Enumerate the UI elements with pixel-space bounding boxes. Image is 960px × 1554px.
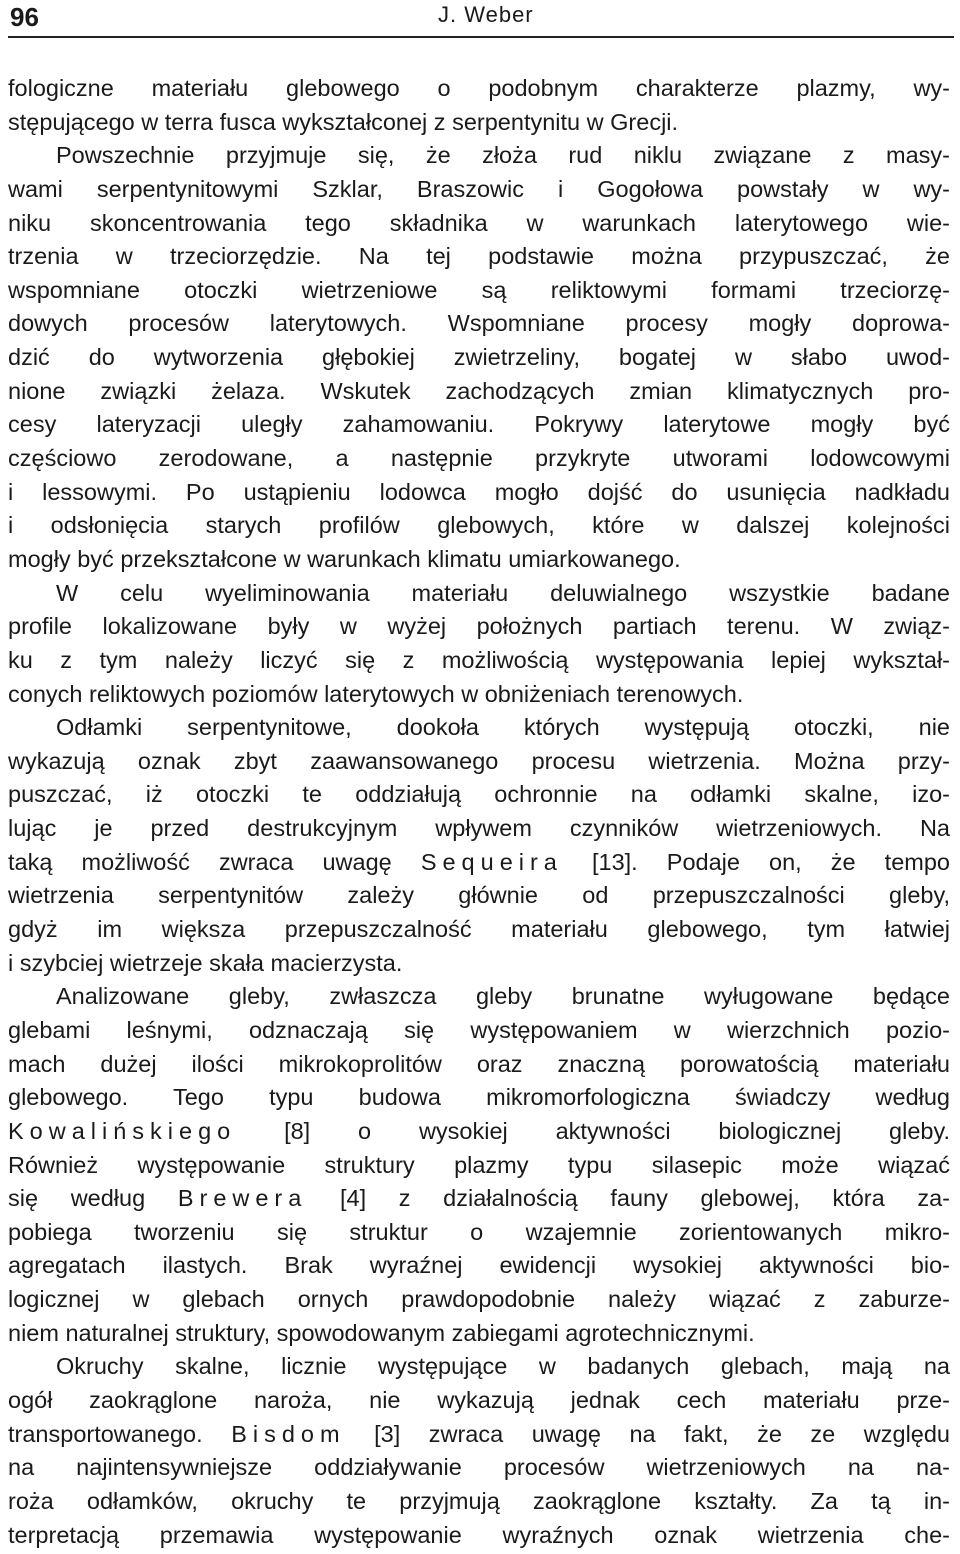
text-line: Okruchy skalne, licznie występujące w badanych glebach, mają na [56,1353,950,1380]
text-line: nione związki żelaza. Wskutek zachodzących zmian klimatycznych pro- [8,377,950,404]
text-line: Powszechnie przyjmuje się, że złoża rud niklu związane z masy- [56,142,950,169]
page-number: 96 [10,2,39,32]
text-line: wykazują oznak zbyt zaawansowanego procesu wietrzenia. Można przy- [8,747,950,774]
text-line: terpretacją przemawia występowanie wyraźnych oznak wietrzenia che- [8,1521,950,1548]
text-line: agregatach ilastych. Brak wyraźnej ewidencji wysokiej aktywności bio- [8,1252,950,1279]
text-line: W celu wyeliminowania materiału deluwialnego wszystkie badane [56,579,950,606]
text-line: niem naturalnej struktury, spowodowanym zabiegami agrotechnicznymi. [8,1319,755,1346]
text-line [8,1115,950,1149]
text-line: wspomniane otoczki wietrzeniowe są reliktowymi formami trzeciorzę- [8,276,950,303]
text-line: puszczać, iż otoczki te oddziałują ochronnie na odłamki skalne, izo- [8,781,950,808]
text-line: glebowego. Tego typu budowa mikromorfologiczna świadczy według [8,1084,950,1111]
text-fragment: [13]. Podaje on, że tempo [562,848,950,875]
text-line [8,846,950,880]
text-line: dzić do wytworzenia głębokiej zwietrzeliny, bogatej w słabo uwod- [8,344,950,371]
text-line: ogół zaokrąglone naroża, nie wykazują jednak cech materiału prze- [8,1386,950,1413]
text-line: glebami leśnymi, odznaczają się występowaniem w wierzchnich pozio- [8,1016,950,1043]
text-line: stępującego w terra fusca wykształconej z serpentynitu w Grecji. [8,108,679,135]
text-fragment: taką możliwość zwraca uwagę [8,848,421,875]
text-fragment: [4] z działalnością fauny glebowej, która za- [307,1185,950,1212]
text-line: mogły być przekształcone w warunkach klimatu umiarkowanego. [8,545,681,572]
text-line: Analizowane gleby, zwłaszcza gleby brunatne wyługowane będące [56,983,950,1010]
text-line: gdyż im większa przepuszczalność materiału glebowego, tym łatwiej [8,916,950,943]
text-line: i szybciej wietrzeje skała macierzysta. [8,949,403,976]
text-fragment: transportowanego. [8,1420,232,1447]
page-header [0,0,960,44]
text-line: wami serpentynitowymi Szklar, Braszowic i Gogołowa powstały w wy- [8,175,950,202]
text-line: roża odłamków, okruchy te przyjmują zaokrąglone kształty. Za tą in- [8,1487,950,1514]
text-line: trzenia w trzeciorzędzie. Na tej podstawie można przypuszczać, że [8,243,950,270]
text-line: niku skoncentrowania tego składnika w warunkach laterytowego wie- [8,209,950,236]
text-line: ku z tym należy liczyć się z możliwością występowania lepiej wykształ- [8,646,950,673]
text-line: na najintensywniejsze oddziaływanie procesów wietrzeniowych na na- [8,1454,950,1481]
text-line: cesy lateryzacji uległy zahamowaniu. Pokrywy laterytowe mogły być [8,411,950,438]
text-line: fologiczne materiału glebowego o podobnym charakterze plazmy, wy- [8,75,950,101]
text-line: conych reliktowych poziomów laterytowych w obniżeniach terenowych. [8,680,744,707]
text-line: dowych procesów laterytowych. Wspomniane procesy mogły doprowa- [8,310,950,337]
text-line [8,1418,950,1452]
running-head: J. Weber [438,2,534,27]
text-line: lując je przed destrukcyjnym wpływem czynników wietrzeniowych. Na [8,815,950,842]
text-fragment: się według [8,1185,178,1212]
text-fragment: [3] zwraca uwagę na fakt, że ze względu [345,1420,950,1447]
text-line: częściowo zerodowane, a następnie przykryte utworami lodowcowymi [8,445,950,472]
author-name: Kowalińskiego [8,1117,237,1144]
text-line: pobiega tworzeniu się struktur o wzajemnie zorientowanych mikro- [8,1218,950,1245]
text-line: Również występowanie struktury plazmy typu silasepic może wiązać [8,1151,950,1178]
text-line [8,1182,950,1216]
text-line: logicznej w glebach ornych prawdopodobnie należy wiązać z zaburze- [8,1286,950,1313]
text-line: Odłamki serpentynitowe, dookoła których występują otoczki, nie [56,714,950,741]
header-rule [8,36,954,38]
text-line: i lessowymi. Po ustąpieniu lodowca mogło dojść do usunięcia nadkładu [8,478,950,505]
body-text [8,72,950,1552]
author-name: Brewera [177,1185,308,1212]
author-name: Sequeira [420,848,563,875]
text-line: profile lokalizowane były w wyżej położnych partiach terenu. W związ- [8,613,950,640]
text-fragment: [8] o wysokiej aktywności biologicznej gleby. [236,1117,950,1144]
text-line: mach dużej ilości mikrokoprolitów oraz znaczną porowatością materiału [8,1050,950,1077]
text-line: i odsłonięcia starych profilów glebowych, które w dalszej kolejności [8,512,950,539]
text-line: wietrzenia serpentynitów zależy głównie od przepuszczalności gleby, [8,882,950,909]
author-name: Bisdom [231,1420,346,1447]
